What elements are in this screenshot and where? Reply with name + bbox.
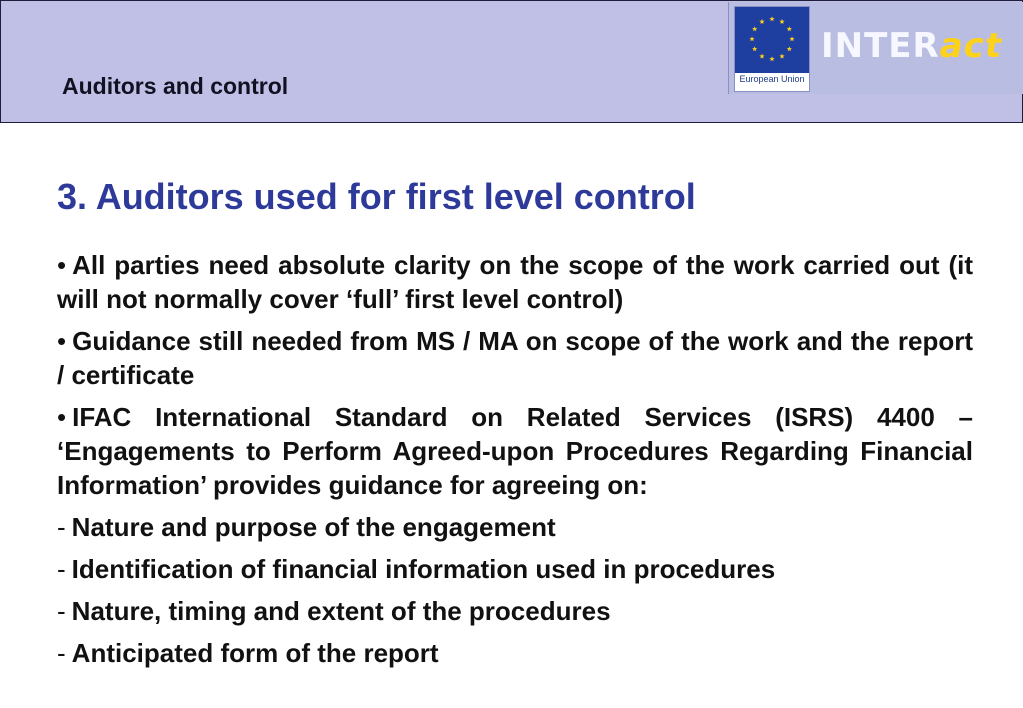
dash-item [57, 552, 973, 586]
dash-text: Nature and purpose of the engagement [71, 512, 556, 542]
dash-marker: - [57, 638, 66, 668]
eu-flag-logo [734, 6, 810, 92]
header-band [0, 0, 1023, 123]
dash-item [57, 510, 973, 544]
slide-content [57, 248, 973, 678]
interact-logo-act: act [939, 26, 1003, 66]
dash-text: Identification of financial information used in procedures [71, 554, 776, 584]
logo-box [728, 2, 1023, 94]
bullet-text: All parties need absolute clarity on the scope of the work carried out (it will not normally cover ‘full’ first level control) [57, 250, 973, 314]
interact-logo [821, 26, 1002, 66]
bullet-text: IFAC International Standard on Related Services (ISRS) 4400 – ‘Engagements to Perform Agreed-upon Procedures Regarding Financial Information’ provides guidance for agreeing on: [57, 402, 973, 500]
header-title: Auditors and control [62, 73, 289, 99]
bullet-marker: • [57, 402, 67, 432]
bullet-marker: • [57, 326, 67, 356]
slide-title: 3. Auditors used for first level control [57, 176, 696, 217]
bullet-item [57, 248, 973, 316]
dash-marker: - [57, 512, 66, 542]
dash-text: Anticipated form of the report [71, 638, 439, 668]
eu-stars-icon [735, 7, 809, 73]
dash-item [57, 636, 973, 670]
dash-text: Nature, timing and extent of the procedures [71, 596, 611, 626]
dash-item [57, 594, 973, 628]
eu-label: European Union [739, 74, 805, 84]
dash-marker: - [57, 596, 66, 626]
interact-logo-inter: INTER [821, 26, 940, 66]
bullet-item [57, 324, 973, 392]
dash-marker: - [57, 554, 66, 584]
bullet-item [57, 400, 973, 502]
bullet-text: Guidance still needed from MS / MA on scope of the work and the report / certificate [57, 326, 973, 390]
bullet-marker: • [57, 250, 67, 280]
